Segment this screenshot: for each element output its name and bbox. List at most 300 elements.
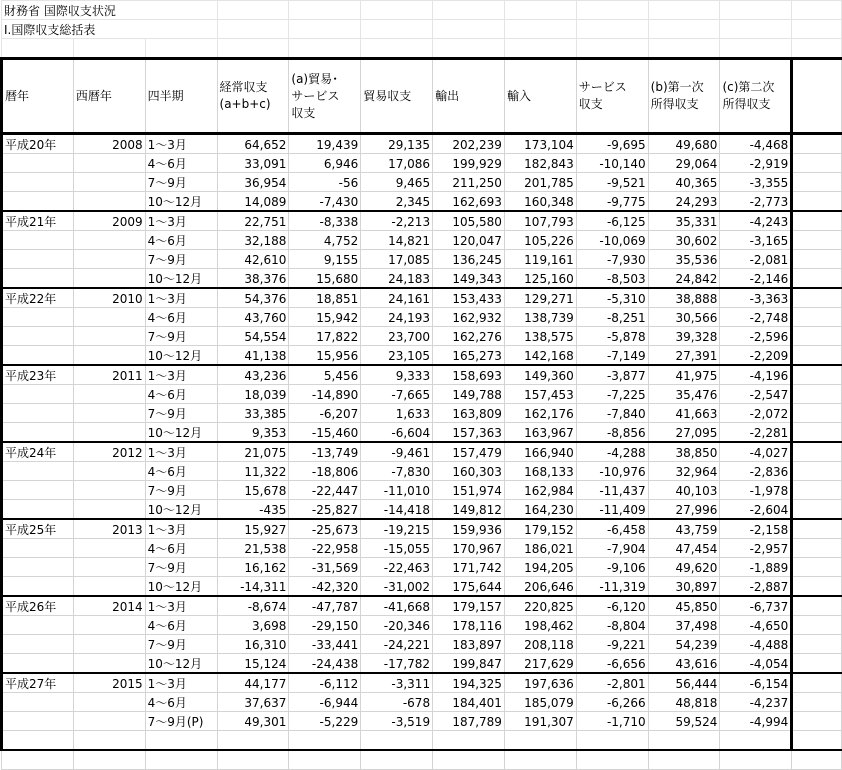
cell[interactable]	[648, 39, 720, 59]
cell[interactable]	[73, 731, 145, 751]
cell[interactable]	[361, 750, 433, 770]
cell[interactable]	[504, 750, 576, 770]
era-cell[interactable]	[2, 231, 74, 250]
value-cell[interactable]: 29,135	[361, 134, 433, 154]
value-cell[interactable]: -33,441	[289, 635, 361, 654]
era-cell[interactable]	[2, 269, 74, 289]
cell[interactable]	[2, 39, 74, 59]
value-cell[interactable]: 41,138	[217, 346, 289, 366]
value-cell[interactable]: -2,596	[720, 327, 792, 346]
quarter-cell[interactable]: 1～3月	[145, 519, 217, 539]
value-cell[interactable]: -11,437	[576, 481, 648, 500]
value-cell[interactable]: -47,787	[289, 596, 361, 616]
quarter-cell[interactable]: 4～6月	[145, 693, 217, 712]
value-cell[interactable]: 153,433	[433, 288, 505, 308]
year-cell[interactable]: 2012	[73, 442, 145, 462]
value-cell[interactable]: 17,086	[361, 154, 433, 173]
cell[interactable]	[792, 673, 842, 693]
quarter-cell[interactable]: 10～12月	[145, 423, 217, 443]
era-cell[interactable]	[2, 250, 74, 269]
value-cell[interactable]: -6,112	[289, 673, 361, 693]
value-cell[interactable]: 157,479	[433, 442, 505, 462]
cell[interactable]	[792, 269, 842, 289]
value-cell[interactable]: 157,363	[433, 423, 505, 443]
value-cell[interactable]: 220,825	[504, 596, 576, 616]
value-cell[interactable]: -31,569	[289, 558, 361, 577]
value-cell[interactable]: 23,700	[361, 327, 433, 346]
era-cell[interactable]: 平成21年	[2, 211, 74, 231]
value-cell[interactable]: -6,458	[576, 519, 648, 539]
header-trade-balance[interactable]: 貿易収支	[361, 59, 433, 134]
value-cell[interactable]: -2,547	[720, 385, 792, 404]
era-cell[interactable]	[2, 481, 74, 500]
value-cell[interactable]: 198,462	[504, 616, 576, 635]
value-cell[interactable]: 32,188	[217, 231, 289, 250]
year-cell[interactable]	[73, 462, 145, 481]
value-cell[interactable]: 37,498	[648, 616, 720, 635]
value-cell[interactable]: 40,365	[648, 173, 720, 192]
value-cell[interactable]: 165,273	[433, 346, 505, 366]
cell[interactable]	[792, 616, 842, 635]
cell[interactable]	[576, 731, 648, 751]
era-cell[interactable]	[2, 616, 74, 635]
quarter-cell[interactable]: 1～3月	[145, 596, 217, 616]
year-cell[interactable]	[73, 346, 145, 366]
value-cell[interactable]: 15,124	[217, 654, 289, 674]
quarter-cell[interactable]: 10～12月	[145, 269, 217, 289]
value-cell[interactable]: -22,447	[289, 481, 361, 500]
value-cell[interactable]: -678	[361, 693, 433, 712]
era-cell[interactable]	[2, 423, 74, 443]
value-cell[interactable]: -25,827	[289, 500, 361, 520]
value-cell[interactable]: -13,749	[289, 442, 361, 462]
year-cell[interactable]: 2008	[73, 134, 145, 154]
cell[interactable]	[648, 1, 720, 20]
quarter-cell[interactable]: 1～3月	[145, 134, 217, 154]
value-cell[interactable]: 15,678	[217, 481, 289, 500]
value-cell[interactable]: 54,376	[217, 288, 289, 308]
era-cell[interactable]: 平成20年	[2, 134, 74, 154]
value-cell[interactable]: -1,889	[720, 558, 792, 577]
year-cell[interactable]	[73, 423, 145, 443]
value-cell[interactable]: 105,226	[504, 231, 576, 250]
value-cell[interactable]: 47,454	[648, 539, 720, 558]
value-cell[interactable]: 136,245	[433, 250, 505, 269]
value-cell[interactable]: -7,930	[576, 250, 648, 269]
cell[interactable]	[792, 462, 842, 481]
cell[interactable]	[792, 327, 842, 346]
quarter-cell[interactable]: 7～9月	[145, 250, 217, 269]
cell[interactable]	[361, 1, 433, 20]
cell[interactable]	[433, 39, 505, 59]
value-cell[interactable]: 170,967	[433, 539, 505, 558]
value-cell[interactable]: -25,673	[289, 519, 361, 539]
cell[interactable]	[792, 500, 842, 520]
value-cell[interactable]: 129,271	[504, 288, 576, 308]
value-cell[interactable]: -2,604	[720, 500, 792, 520]
cell[interactable]	[792, 635, 842, 654]
cell[interactable]	[433, 750, 505, 770]
year-cell[interactable]	[73, 693, 145, 712]
cell[interactable]	[792, 539, 842, 558]
cell[interactable]	[433, 1, 505, 20]
year-cell[interactable]	[73, 500, 145, 520]
era-cell[interactable]	[2, 154, 74, 173]
value-cell[interactable]: -5,310	[576, 288, 648, 308]
value-cell[interactable]: -4,468	[720, 134, 792, 154]
value-cell[interactable]: 149,812	[433, 500, 505, 520]
value-cell[interactable]: 202,239	[433, 134, 505, 154]
value-cell[interactable]: 21,538	[217, 539, 289, 558]
value-cell[interactable]: 24,183	[361, 269, 433, 289]
value-cell[interactable]: 185,079	[504, 693, 576, 712]
era-cell[interactable]: 平成25年	[2, 519, 74, 539]
value-cell[interactable]: -7,840	[576, 404, 648, 423]
value-cell[interactable]: 162,984	[504, 481, 576, 500]
cell[interactable]	[289, 20, 361, 39]
cell[interactable]	[792, 404, 842, 423]
cell[interactable]	[792, 192, 842, 212]
quarter-cell[interactable]: 1～3月	[145, 211, 217, 231]
value-cell[interactable]: -6,944	[289, 693, 361, 712]
cell[interactable]	[792, 211, 842, 231]
quarter-cell[interactable]: 1～3月	[145, 365, 217, 385]
quarter-cell[interactable]: 10～12月	[145, 654, 217, 674]
value-cell[interactable]: 49,680	[648, 134, 720, 154]
value-cell[interactable]: -7,225	[576, 385, 648, 404]
header-exports[interactable]: 輸出	[433, 59, 505, 134]
value-cell[interactable]: -7,830	[361, 462, 433, 481]
value-cell[interactable]: 162,176	[504, 404, 576, 423]
value-cell[interactable]: 184,401	[433, 693, 505, 712]
value-cell[interactable]: -8,338	[289, 211, 361, 231]
value-cell[interactable]: -6,154	[720, 673, 792, 693]
cell[interactable]	[504, 20, 576, 39]
value-cell[interactable]: 24,193	[361, 308, 433, 327]
cell[interactable]	[361, 731, 433, 751]
cell[interactable]	[792, 481, 842, 500]
value-cell[interactable]: 182,843	[504, 154, 576, 173]
value-cell[interactable]: -6,604	[361, 423, 433, 443]
value-cell[interactable]: 5,456	[289, 365, 361, 385]
value-cell[interactable]: 35,536	[648, 250, 720, 269]
header-services[interactable]: サービス 収支	[576, 59, 648, 134]
value-cell[interactable]: 171,742	[433, 558, 505, 577]
value-cell[interactable]: 15,680	[289, 269, 361, 289]
value-cell[interactable]: -4,650	[720, 616, 792, 635]
cell[interactable]	[792, 346, 842, 366]
cell[interactable]	[792, 231, 842, 250]
value-cell[interactable]: -4,196	[720, 365, 792, 385]
cell[interactable]	[792, 288, 842, 308]
value-cell[interactable]: 151,974	[433, 481, 505, 500]
value-cell[interactable]: -2,919	[720, 154, 792, 173]
cell[interactable]	[792, 423, 842, 443]
year-cell[interactable]	[73, 404, 145, 423]
quarter-cell[interactable]: 4～6月	[145, 385, 217, 404]
value-cell[interactable]: 4,752	[289, 231, 361, 250]
value-cell[interactable]: 49,620	[648, 558, 720, 577]
cell[interactable]	[720, 39, 792, 59]
year-cell[interactable]	[73, 481, 145, 500]
value-cell[interactable]: 64,652	[217, 134, 289, 154]
value-cell[interactable]: -4,288	[576, 442, 648, 462]
value-cell[interactable]: 16,310	[217, 635, 289, 654]
value-cell[interactable]: -41,668	[361, 596, 433, 616]
cell[interactable]	[2, 731, 74, 751]
era-cell[interactable]	[2, 693, 74, 712]
year-cell[interactable]	[73, 231, 145, 250]
value-cell[interactable]: -4,243	[720, 211, 792, 231]
year-cell[interactable]	[73, 192, 145, 212]
value-cell[interactable]: 30,566	[648, 308, 720, 327]
cell[interactable]	[792, 750, 842, 770]
value-cell[interactable]: 16,162	[217, 558, 289, 577]
cell[interactable]	[217, 20, 289, 39]
cell[interactable]	[433, 731, 505, 751]
value-cell[interactable]: 142,168	[504, 346, 576, 366]
value-cell[interactable]: -29,150	[289, 616, 361, 635]
cell[interactable]	[792, 308, 842, 327]
value-cell[interactable]: 27,996	[648, 500, 720, 520]
quarter-cell[interactable]: 10～12月	[145, 346, 217, 366]
year-cell[interactable]	[73, 250, 145, 269]
year-cell[interactable]	[73, 308, 145, 327]
value-cell[interactable]: 43,760	[217, 308, 289, 327]
cell[interactable]	[361, 39, 433, 59]
value-cell[interactable]: -11,319	[576, 577, 648, 597]
value-cell[interactable]: 178,116	[433, 616, 505, 635]
value-cell[interactable]: 38,888	[648, 288, 720, 308]
quarter-cell[interactable]: 7～9月	[145, 558, 217, 577]
value-cell[interactable]: -1,978	[720, 481, 792, 500]
value-cell[interactable]: -9,461	[361, 442, 433, 462]
value-cell[interactable]: 54,239	[648, 635, 720, 654]
value-cell[interactable]: 168,133	[504, 462, 576, 481]
quarter-cell[interactable]: 7～9月	[145, 173, 217, 192]
cell[interactable]	[504, 1, 576, 20]
cell[interactable]	[720, 731, 792, 751]
value-cell[interactable]: -22,463	[361, 558, 433, 577]
cell[interactable]	[792, 577, 842, 597]
value-cell[interactable]: 197,636	[504, 673, 576, 693]
value-cell[interactable]: 1,633	[361, 404, 433, 423]
year-cell[interactable]	[73, 539, 145, 558]
year-cell[interactable]: 2015	[73, 673, 145, 693]
value-cell[interactable]: 9,333	[361, 365, 433, 385]
value-cell[interactable]: 2,345	[361, 192, 433, 212]
value-cell[interactable]: 35,331	[648, 211, 720, 231]
era-cell[interactable]: 平成24年	[2, 442, 74, 462]
value-cell[interactable]: 17,822	[289, 327, 361, 346]
era-cell[interactable]: 平成26年	[2, 596, 74, 616]
value-cell[interactable]: 149,360	[504, 365, 576, 385]
cell[interactable]	[504, 731, 576, 751]
quarter-cell[interactable]: 7～9月(P)	[145, 712, 217, 731]
value-cell[interactable]: 166,940	[504, 442, 576, 462]
value-cell[interactable]: -6,266	[576, 693, 648, 712]
value-cell[interactable]: -435	[217, 500, 289, 520]
cell[interactable]	[289, 39, 361, 59]
value-cell[interactable]: 162,932	[433, 308, 505, 327]
cell[interactable]	[73, 750, 145, 770]
value-cell[interactable]: -10,069	[576, 231, 648, 250]
cell[interactable]	[792, 442, 842, 462]
year-cell[interactable]	[73, 577, 145, 597]
value-cell[interactable]: 149,343	[433, 269, 505, 289]
value-cell[interactable]: 38,850	[648, 442, 720, 462]
era-cell[interactable]	[2, 635, 74, 654]
value-cell[interactable]: 43,759	[648, 519, 720, 539]
quarter-cell[interactable]: 4～6月	[145, 616, 217, 635]
value-cell[interactable]: -14,890	[289, 385, 361, 404]
era-cell[interactable]	[2, 192, 74, 212]
header-current-account[interactable]: 経常収支 (a+b+c)	[217, 59, 289, 134]
value-cell[interactable]: -10,976	[576, 462, 648, 481]
value-cell[interactable]: 38,376	[217, 269, 289, 289]
value-cell[interactable]: -2,887	[720, 577, 792, 597]
header-year[interactable]: 西暦年	[73, 59, 145, 134]
value-cell[interactable]: 48,818	[648, 693, 720, 712]
value-cell[interactable]: -6,207	[289, 404, 361, 423]
era-cell[interactable]	[2, 539, 74, 558]
value-cell[interactable]: -2,209	[720, 346, 792, 366]
value-cell[interactable]: 30,602	[648, 231, 720, 250]
value-cell[interactable]: 54,554	[217, 327, 289, 346]
cell[interactable]	[576, 39, 648, 59]
quarter-cell[interactable]: 4～6月	[145, 308, 217, 327]
title-line-1[interactable]: 財務省 国際収支状況	[2, 1, 218, 20]
value-cell[interactable]: 15,942	[289, 308, 361, 327]
cell[interactable]	[145, 750, 217, 770]
value-cell[interactable]: -3,355	[720, 173, 792, 192]
cell[interactable]	[792, 250, 842, 269]
value-cell[interactable]: -2,146	[720, 269, 792, 289]
cell[interactable]	[792, 154, 842, 173]
cell[interactable]	[289, 731, 361, 751]
value-cell[interactable]: 138,739	[504, 308, 576, 327]
year-cell[interactable]	[73, 385, 145, 404]
value-cell[interactable]: 18,039	[217, 385, 289, 404]
era-cell[interactable]: 平成23年	[2, 365, 74, 385]
title-line-2[interactable]: Ⅰ.国際収支総括表	[2, 20, 218, 39]
value-cell[interactable]: 206,646	[504, 577, 576, 597]
cell[interactable]	[217, 1, 289, 20]
value-cell[interactable]: 105,580	[433, 211, 505, 231]
value-cell[interactable]: 162,693	[433, 192, 505, 212]
value-cell[interactable]: 40,103	[648, 481, 720, 500]
cell[interactable]	[792, 596, 842, 616]
value-cell[interactable]: 30,897	[648, 577, 720, 597]
cell[interactable]	[289, 1, 361, 20]
value-cell[interactable]: 3,698	[217, 616, 289, 635]
value-cell[interactable]: -15,460	[289, 423, 361, 443]
value-cell[interactable]: -3,363	[720, 288, 792, 308]
era-cell[interactable]	[2, 346, 74, 366]
year-cell[interactable]	[73, 154, 145, 173]
value-cell[interactable]: 199,847	[433, 654, 505, 674]
era-cell[interactable]	[2, 712, 74, 731]
value-cell[interactable]: 11,322	[217, 462, 289, 481]
value-cell[interactable]: -4,027	[720, 442, 792, 462]
value-cell[interactable]: 160,348	[504, 192, 576, 212]
value-cell[interactable]: -19,215	[361, 519, 433, 539]
value-cell[interactable]: 24,842	[648, 269, 720, 289]
value-cell[interactable]: 15,956	[289, 346, 361, 366]
value-cell[interactable]: -3,311	[361, 673, 433, 693]
cell[interactable]	[217, 39, 289, 59]
value-cell[interactable]: 19,439	[289, 134, 361, 154]
value-cell[interactable]: 42,610	[217, 250, 289, 269]
value-cell[interactable]: 41,975	[648, 365, 720, 385]
value-cell[interactable]: -5,878	[576, 327, 648, 346]
value-cell[interactable]: 56,444	[648, 673, 720, 693]
value-cell[interactable]: 44,177	[217, 673, 289, 693]
value-cell[interactable]: 163,809	[433, 404, 505, 423]
cell[interactable]	[792, 1, 842, 20]
year-cell[interactable]: 2013	[73, 519, 145, 539]
value-cell[interactable]: -7,149	[576, 346, 648, 366]
value-cell[interactable]: 18,851	[289, 288, 361, 308]
value-cell[interactable]: -31,002	[361, 577, 433, 597]
value-cell[interactable]: -4,488	[720, 635, 792, 654]
value-cell[interactable]: -2,158	[720, 519, 792, 539]
cell[interactable]	[648, 750, 720, 770]
value-cell[interactable]: -6,120	[576, 596, 648, 616]
year-cell[interactable]	[73, 327, 145, 346]
value-cell[interactable]: 158,693	[433, 365, 505, 385]
quarter-cell[interactable]: 7～9月	[145, 404, 217, 423]
value-cell[interactable]: 21,075	[217, 442, 289, 462]
cell[interactable]	[792, 519, 842, 539]
value-cell[interactable]: 36,954	[217, 173, 289, 192]
header-secondary-income[interactable]: (c)第二次 所得収支	[720, 59, 792, 134]
value-cell[interactable]: 162,276	[433, 327, 505, 346]
era-cell[interactable]: 平成27年	[2, 673, 74, 693]
value-cell[interactable]: -3,165	[720, 231, 792, 250]
value-cell[interactable]: 41,663	[648, 404, 720, 423]
value-cell[interactable]: -20,346	[361, 616, 433, 635]
value-cell[interactable]: 120,047	[433, 231, 505, 250]
cell[interactable]	[720, 20, 792, 39]
value-cell[interactable]: -17,782	[361, 654, 433, 674]
value-cell[interactable]: 6,946	[289, 154, 361, 173]
value-cell[interactable]: -6,656	[576, 654, 648, 674]
value-cell[interactable]: -8,251	[576, 308, 648, 327]
value-cell[interactable]: 217,629	[504, 654, 576, 674]
value-cell[interactable]: 37,637	[217, 693, 289, 712]
quarter-cell[interactable]: 7～9月	[145, 635, 217, 654]
quarter-cell[interactable]: 1～3月	[145, 288, 217, 308]
quarter-cell[interactable]: 10～12月	[145, 577, 217, 597]
value-cell[interactable]: 160,303	[433, 462, 505, 481]
value-cell[interactable]: 9,465	[361, 173, 433, 192]
year-cell[interactable]: 2011	[73, 365, 145, 385]
value-cell[interactable]: 22,751	[217, 211, 289, 231]
value-cell[interactable]: 17,085	[361, 250, 433, 269]
quarter-cell[interactable]: 1～3月	[145, 673, 217, 693]
cell[interactable]	[792, 134, 842, 154]
cell[interactable]	[792, 173, 842, 192]
value-cell[interactable]: 9,353	[217, 423, 289, 443]
value-cell[interactable]: -14,311	[217, 577, 289, 597]
cell[interactable]	[648, 20, 720, 39]
value-cell[interactable]: 179,157	[433, 596, 505, 616]
value-cell[interactable]: 14,821	[361, 231, 433, 250]
value-cell[interactable]: 125,160	[504, 269, 576, 289]
value-cell[interactable]: -7,665	[361, 385, 433, 404]
value-cell[interactable]: -4,994	[720, 712, 792, 731]
